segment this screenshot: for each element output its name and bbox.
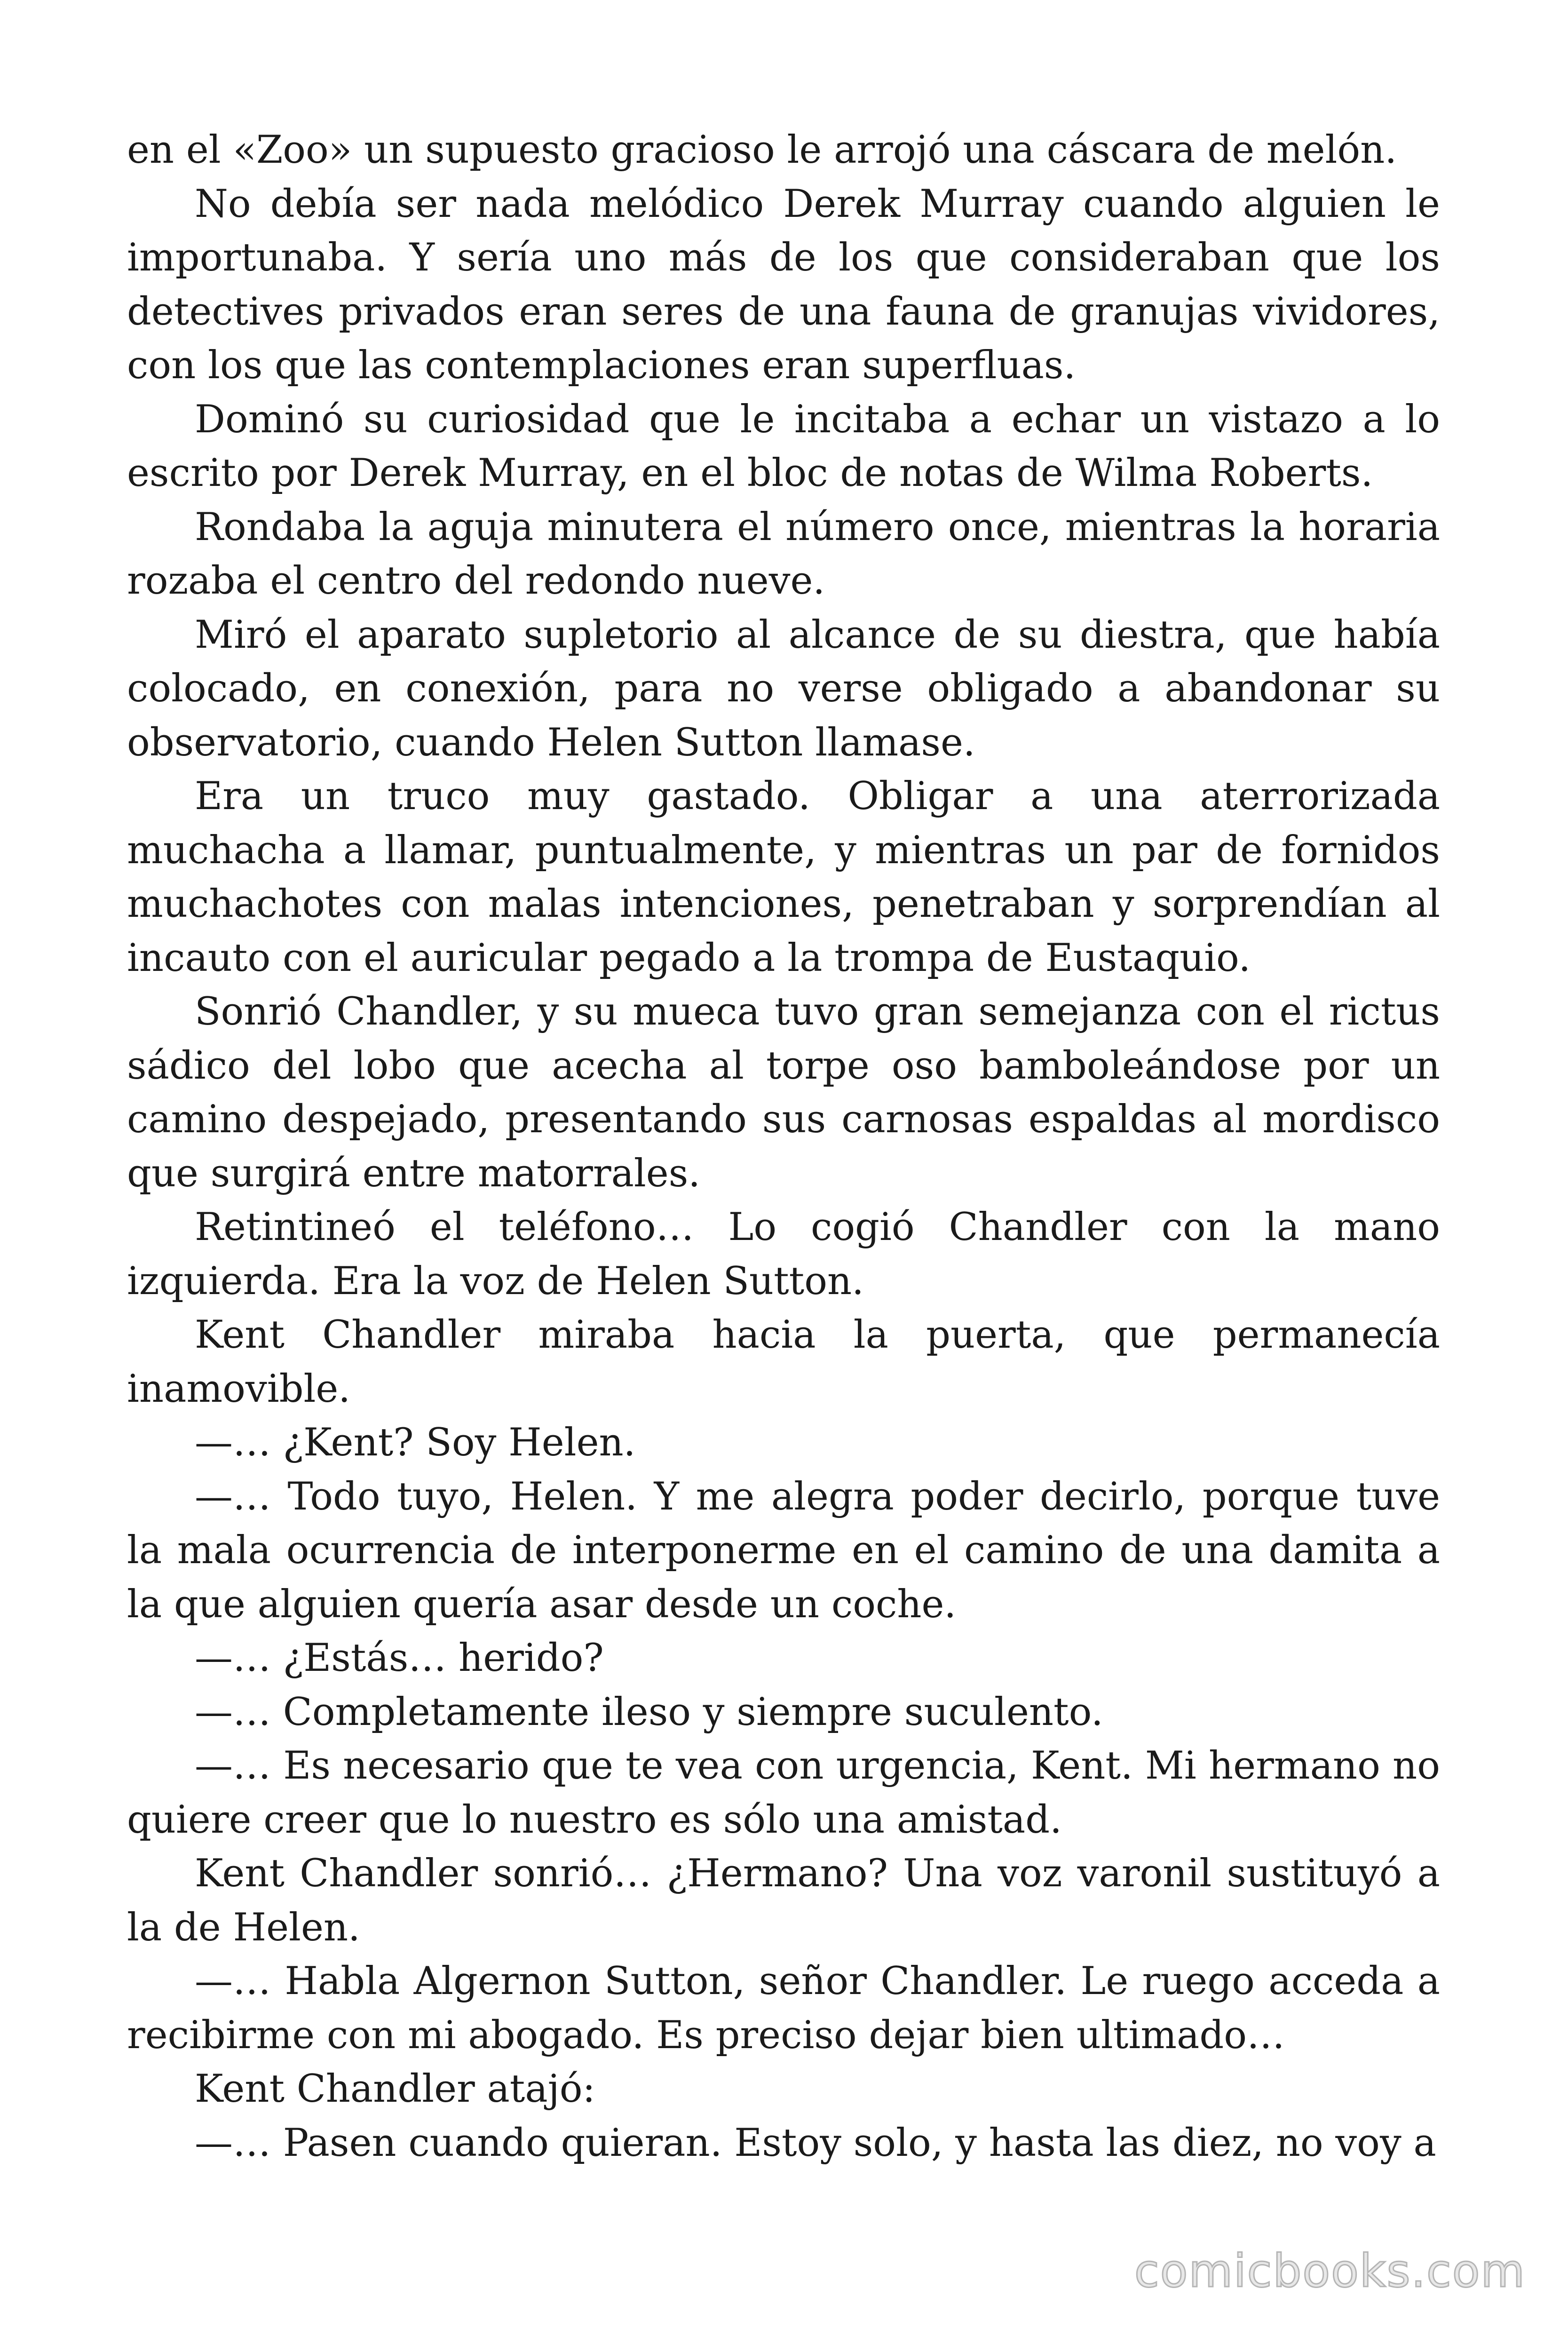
- paragraph: Kent Chandler atajó:: [195, 2067, 595, 2111]
- paragraph: Sonrió Chandler, y su mueca tuvo gran semejanza con el rictus sádico del lobo que acecha al torpe oso bamboleándose por un camino despejado, presentando sus carnosas espaldas al mordisco que surgirá entre matorrales.: [127, 990, 1440, 1196]
- dialogue-line: —… Pasen cuando quieran. Estoy solo, y hasta las diez, no voy a: [195, 2121, 1436, 2165]
- watermark: comicbooks.com: [1134, 2245, 1526, 2297]
- dialogue-line: —… ¿Estás… herido?: [195, 1636, 604, 1680]
- paragraph: en el «Zoo» un supuesto gracioso le arrojó una cáscara de melón.: [127, 128, 1397, 172]
- dialogue-line: —… Todo tuyo, Helen. Y me alegra poder decirlo, porque tuve la mala ocurrencia de interponerme en el camino de una damita a la que alguien quería asar desde un coche.: [127, 1474, 1440, 1627]
- dialogue-line: —… Es necesario que te vea con urgencia, Kent. Mi hermano no quiere creer que lo nuestro es sólo una amistad.: [127, 1744, 1440, 1842]
- paragraph: Dominó su curiosidad que le incitaba a echar un vistazo a lo escrito por Derek Murray, en el bloc de notas de Wilma Roberts.: [127, 397, 1440, 495]
- paragraph: Kent Chandler sonrió… ¿Hermano? Una voz varonil sustituyó a la de Helen.: [127, 1851, 1440, 1950]
- body-text: [127, 123, 1440, 2170]
- paragraph: Rondaba la aguja minutera el número once, mientras la horaria rozaba el centro del redondo nueve.: [127, 505, 1440, 603]
- paragraph: Era un truco muy gastado. Obligar a una aterrorizada muchacha a llamar, puntualmente, y mientras un par de fornidos muchachotes con malas intenciones, penetraban y sorprendían al incauto con el auricular pegado a la trompa de Eustaquio.: [127, 774, 1440, 980]
- dialogue-line: —… Completamente ileso y siempre suculento.: [195, 1690, 1103, 1734]
- paragraph: Kent Chandler miraba hacia la puerta, que permanecía inamovible.: [127, 1313, 1440, 1411]
- paragraph: No debía ser nada melódico Derek Murray cuando alguien le importunaba. Y sería uno más de los que consideraban que los detectives privados eran seres de una fauna de granujas vividores, con los que las contemplaciones eran superfluas.: [127, 182, 1440, 388]
- dialogue-line: —… ¿Kent? Soy Helen.: [195, 1421, 636, 1465]
- dialogue-line: —… Habla Algernon Sutton, señor Chandler. Le ruego acceda a recibirme con mi abogado. Es preciso dejar bien ultimado…: [127, 1959, 1440, 2058]
- paragraph: Miró el aparato supletorio al alcance de su diestra, que había colocado, en conexión, para no verse obligado a abandonar su observatorio, cuando Helen Sutton llamase.: [127, 612, 1440, 765]
- paragraph: Retintineó el teléfono… Lo cogió Chandler con la mano izquierda. Era la voz de Helen Sutton.: [127, 1205, 1440, 1303]
